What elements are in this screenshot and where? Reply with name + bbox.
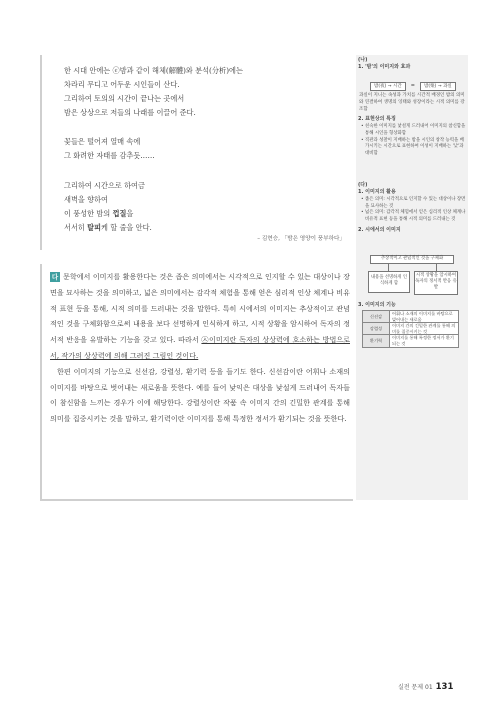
page-footer	[398, 674, 453, 693]
sidebar-section-na	[356, 57, 468, 157]
essay-p1-text: 문학에서 이미지를 활용한다는 것은 좁은 의미에서는 시각적으로 인지할 수 있는 대상이나 장면을 묘사하는 것을 의미하고, 넓은 의미에서는 감각적 체험을 통해 얻은 심리적 인상 체계나 비유적 표현 등을 통해, 시적 의미를 드러내는 것을 말한다. 특히 시에서의 이미지는 추상적이고 관념적인 것을 구체화함으로써 내용을 보다 선명하게 인식하게 하고, 시적 상황을 암시하여 독자의 정서적 반응을 유발하는 기능을 갖고 있다. 따라서	[50, 272, 350, 345]
night-time-box: 밤(夜) → 시간	[370, 82, 406, 91]
section-heading: 1. '밤'의 이미지와 효과	[358, 64, 411, 70]
bullet-item: • 넓은 의미: 감각적 체험에서 얻은 심리적 인상 체계나 비유적 표현 등을 통해 시적 의미를 드러내는 것	[361, 210, 466, 223]
poem-line: 그리하여 시간으로 하여금	[64, 181, 145, 190]
table-key: 강렬성	[363, 323, 390, 335]
poem-line: 새벽을 향하여	[64, 195, 108, 204]
table-value: 이미지를 통해 특정한 정서가 환기되는 것	[390, 335, 459, 347]
essay-paragraph-2: 한편 이미지의 기능으로 신선감, 강렬성, 환기력 등을 들기도 한다. 신선감이란 어휘나 소재의 이미지를 바탕으로 벗어내는 새로움을 뜻한다. 예를 들어 낯익은 대상을 낯설게 드러내어 독자들이 참신함을 느끼는 경우가 이에 해당한다. 강렬성이란 작품 속 이미지 간의 긴밀한 관계를 통해 의미를 집중시키는 것을 말하고, 환기력이란 이미지를 통해 특정한 정서가 환기되는 것을 뜻한다.	[50, 366, 350, 424]
diagram-left-box: 내용을 선명하게 인식하게 함	[368, 271, 410, 293]
image-function-diagram	[356, 255, 468, 301]
poem-line-tail: 케 할 줄을 안다.	[101, 223, 152, 232]
diagram-connector	[388, 264, 389, 271]
poem-line: 그 화려한 자태를 감추듯……	[64, 151, 155, 160]
section-heading: 3. 이미지의 기능	[358, 302, 396, 308]
table-value: 이미지 간의 긴밀한 관계를 통해 의미를 집중시키는 것	[390, 323, 459, 335]
night-fruit-box: 밤(栗) → 과실	[420, 82, 456, 91]
poem-line-text: 이 풍성한 밤의	[64, 209, 113, 218]
essay-paragraph-1	[50, 269, 350, 364]
poem-line: 차라리 무디고 어두운 시인들이 산다.	[64, 80, 180, 89]
poem-passage	[40, 55, 353, 250]
poem-keyword-shell: 껍질	[112, 209, 127, 218]
poem-line-text: 서서히	[64, 223, 88, 232]
poem-line-tail: 을	[126, 209, 134, 218]
essay-passage	[40, 264, 353, 501]
poem-line: 한 시대 안에는 ⓔ밤과 같이 해체(解體)와 분석(分析)에는	[64, 66, 243, 75]
section-heading: 1. 이미지의 활용	[358, 189, 396, 195]
diagram-right-box: 시적 상황을 암시하여 독자의 정서적 반응 유발	[414, 271, 458, 295]
night-description: 과실이 지니는 속성과 가치를 시간적 배경인 밤의 의미와 연결하여 생명의 잉태와 성장이라는 시적 의미를 강조함	[359, 93, 465, 112]
footer-title: 실전 문제 01	[398, 684, 433, 691]
sidebar-section-functions	[356, 302, 468, 348]
poem-line	[64, 209, 133, 218]
essay-p1-underlined: ㉦이미지란 독자의 상상력에 호소하는 방법으로서, 작가의 상상력에 의해 그려진 그림인 것이다.	[50, 335, 350, 360]
poem-line	[64, 223, 152, 232]
table-row	[363, 335, 459, 347]
section-label: (나)	[358, 57, 368, 63]
section-heading: 2. 시에서의 이미지	[358, 227, 401, 234]
passage-tag: 다	[51, 273, 59, 281]
diagram-top-box: 추상적이고 관념적인 것을 구체화	[370, 255, 454, 264]
table-value: 어휘나 소재의 이미지를 바탕으로 빚어내는 새로움	[390, 311, 459, 323]
section-label: (다)	[358, 182, 368, 188]
essay-text	[50, 269, 350, 427]
poem-line: 그리하여 토의의 시간이 끝나는 곳에서	[64, 94, 185, 103]
poem-keyword-molt: 탈피	[87, 223, 102, 232]
table-key: 신선감	[363, 311, 390, 323]
bullet-item: • 친숙한 이미지를 낯설게 드러내어 이미지의 참신함을 통해 시인을 형상화함	[361, 124, 466, 137]
explanation-sidebar	[356, 55, 468, 500]
page-number: 131	[435, 682, 454, 692]
bullet-item: • 좁은 의미: 시각적으로 인지할 수 있는 대상이나 장면을 묘사하는 것	[361, 197, 466, 210]
bullet-item: • 직관과 성찰이 지배하는 밤을 시인의 창작 능력을 배가시키는 시간으로 표현하여 이성이 지배하는 '낮'과 대비함	[361, 138, 466, 158]
table-row	[363, 311, 459, 323]
section-heading: 2. 표현상의 특징	[358, 116, 396, 123]
image-function-table	[362, 310, 459, 348]
poem-source: – 김현승, 「밤은 영양이 풍부하다」	[257, 236, 345, 242]
poem-line: 밤은 상상으로 저들의 나래를 이끌어 준다.	[64, 108, 196, 117]
equal-arrow: =	[410, 83, 415, 89]
diagram-connector	[436, 264, 437, 271]
table-row	[363, 323, 459, 335]
table-key: 환기력	[363, 335, 390, 347]
poem-line: 꽃들은 떨어져 열매 속에	[64, 137, 141, 146]
night-homonym-boxes	[370, 72, 468, 91]
sidebar-section-da	[356, 182, 468, 235]
